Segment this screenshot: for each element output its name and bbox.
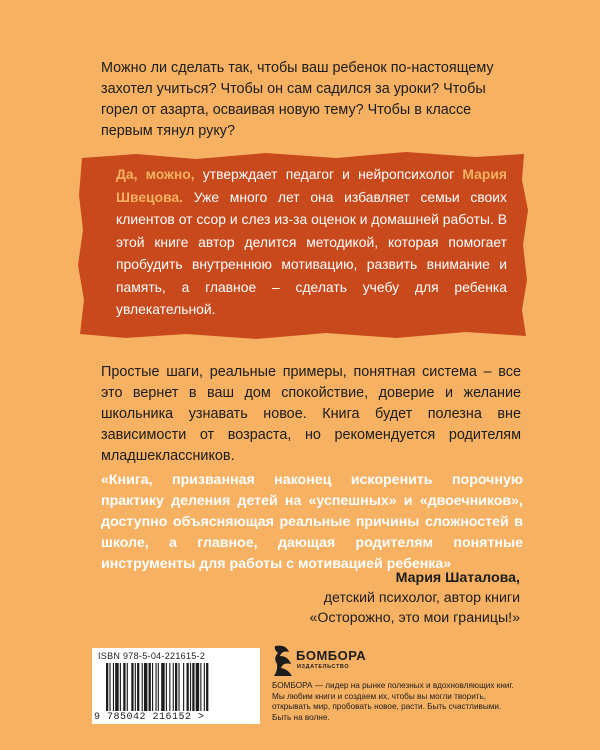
barcode-bars — [106, 663, 246, 711]
highlight-text-2: Уже много лет она избавляет семьи своих клиентов от ссор и слез из-за оценок и домашней работы. В этой книге автор делится методикой, которая помогает пробудить внутреннюю мотивацию, развить внимание и память, а главное – сделать учебу для ребенка увлекательной. — [116, 188, 507, 317]
barcode-bar — [131, 663, 133, 711]
barcode-bar — [192, 663, 194, 711]
barcode-bar — [127, 663, 128, 711]
barcode-digits: 9 785042 216152 > — [94, 712, 205, 723]
body-paragraph: Простые шаги, реальные примеры, понятная система – все это вернет в ваш дом спокойствие, доверие и желание школьника узнавать новое. Книга будет полезна вне зависимости от возраста, но рекомендуется родителям младшеклассников. — [101, 364, 521, 464]
attribution-book: «Осторожно, это мои границы!» — [309, 610, 520, 626]
barcode-bar — [144, 663, 147, 711]
barcode-bar — [175, 663, 177, 711]
barcode-bar — [113, 663, 114, 711]
barcode-bar — [178, 663, 179, 711]
quote-attribution — [190, 568, 520, 628]
intro-paragraph: Можно ли сделать так, чтобы ваш ребенок по-настоящему захотел учиться? Чтобы он сам садился за уроки? Чтобы горел от азарта, осваивая новую тему? Чтобы в классе первым тянул руку? — [101, 60, 494, 139]
bombora-wave-icon — [272, 644, 294, 678]
review-quote: «Книга, призванная наконец искоренить порочную практику деления детей на «успешных» и «двоечников», доступно объясняющая реальные причины сложностей в школе, а главное, дающая родителям понятные инструменты для работы с мотивацией ребенка» — [101, 472, 523, 572]
barcode-bar — [123, 663, 125, 711]
barcode-bar — [173, 663, 174, 711]
highlight-paragraph — [116, 163, 507, 321]
barcode-bar — [200, 663, 201, 711]
barcode-bar — [135, 663, 136, 711]
barcode-bar — [106, 663, 108, 711]
publisher-logo-sub: ИЗДАТЕЛЬСТВО — [297, 664, 350, 670]
attribution-name: Мария Шаталова, — [395, 570, 520, 586]
barcode-bar — [169, 663, 170, 711]
highlight-text-1: утверждает педагог и нейропсихолог — [194, 166, 463, 182]
barcode-bar — [183, 663, 184, 711]
barcode-bar — [204, 663, 205, 711]
publisher-logo-name: БОМБОРА — [296, 648, 367, 663]
barcode-bar — [109, 663, 110, 711]
barcode-bar — [137, 663, 139, 711]
barcode-bar — [115, 663, 118, 711]
barcode-bar — [187, 663, 189, 711]
barcode-bar — [161, 663, 164, 711]
barcode-bar — [155, 663, 156, 711]
barcode-bar — [120, 663, 121, 711]
barcode-bar — [166, 663, 167, 711]
highlight-author: Мария Швецова. — [116, 166, 507, 205]
publisher-blurb: БОМБОРА — лидер на рынке полезных и вдохновляющих книг. Мы любим книги и создаем их, чтобы вы могли творить, открывать мир, пробовать новое, расти. Быть счастливыми. Быть на волне. — [272, 681, 514, 722]
barcode-bar — [158, 663, 159, 711]
barcode-bar — [142, 663, 143, 711]
barcode-bar — [149, 663, 151, 711]
attribution-role: детский психолог, автор книги — [323, 590, 520, 606]
highlight-lead: Да, можно, — [116, 166, 195, 182]
barcode-bar — [190, 663, 191, 711]
isbn-label: ISBN 978-5-04-221615-2 — [98, 651, 206, 661]
barcode-bar — [206, 663, 208, 711]
barcode-bar — [152, 663, 153, 711]
barcode-bar — [196, 663, 199, 711]
barcode — [92, 648, 260, 724]
